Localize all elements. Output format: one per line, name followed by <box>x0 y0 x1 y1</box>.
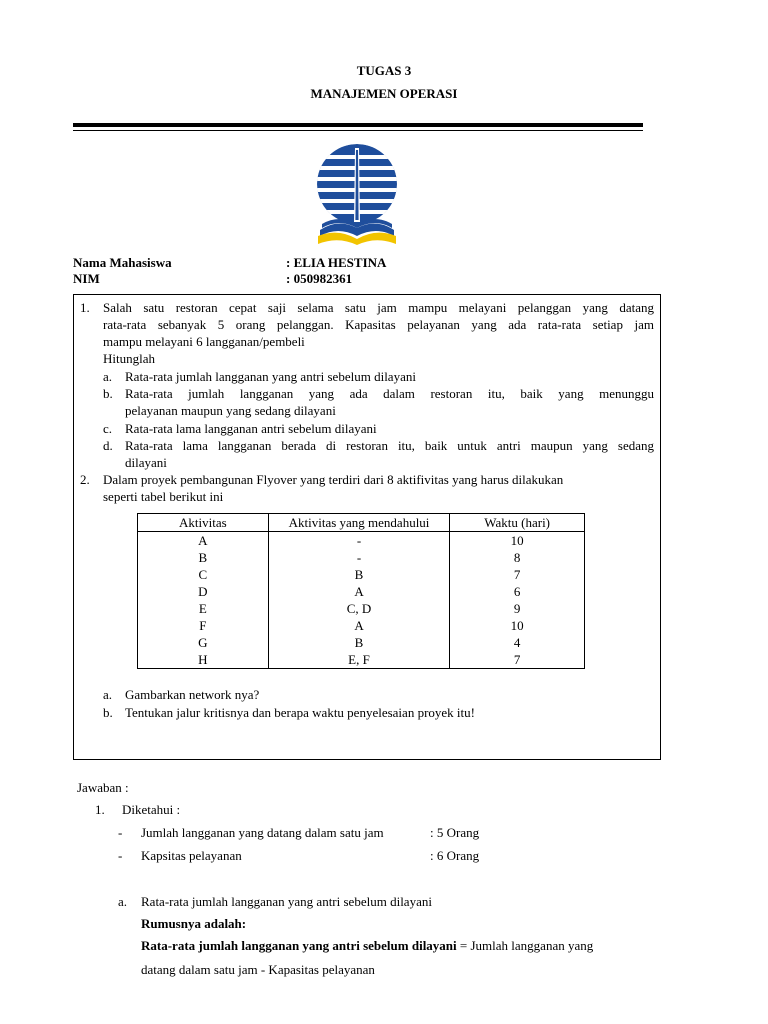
q1a-letter: a. <box>103 369 113 384</box>
q1c-text: Rata-rata lama langganan antri sebelum dilayani <box>125 421 377 436</box>
q1-number: 1. <box>80 300 90 315</box>
formula-line2: datang dalam satu jam - Kapasitas pelayanan <box>141 962 375 977</box>
q1-line1: Salah satu restoran cepat saji selama satu jam mampu melayani pelanggan yang datang <box>103 300 654 315</box>
table-cell: C, D <box>268 600 450 617</box>
student-nim-label: NIM <box>73 271 100 286</box>
table-cell: - <box>268 549 450 566</box>
answer-number: 1. <box>95 802 105 817</box>
q2-line1: Dalam proyek pembangunan Flyover yang terdiri dari 8 aktifivitas yang harus dilakukan <box>103 472 564 487</box>
bullet-value: : 6 Orang <box>430 848 480 863</box>
student-nim-value: : 050982361 <box>286 271 353 286</box>
table-cell: A <box>268 617 450 634</box>
q1-line2: rata-rata sebanyak 5 orang pelanggan. Kapasitas pelayanan yang ada rata-rata setiap jam <box>103 317 654 332</box>
table-cell: 10 <box>450 532 585 550</box>
formula-rest-text: = Jumlah langganan yang <box>456 938 594 953</box>
header-rule-thick <box>73 123 643 127</box>
table-cell: E <box>138 600 269 617</box>
q1b-text-line1: Rata-rata jumlah langganan yang ada dalam restoran itu, baik yang menunggu <box>125 386 654 401</box>
table-cell: 7 <box>450 566 585 583</box>
bullet-dash: - <box>118 848 123 863</box>
table-row <box>138 566 585 583</box>
table-row <box>138 549 585 566</box>
table-cell: F <box>138 617 269 634</box>
bullet-dash: - <box>118 825 123 840</box>
table-cell: 10 <box>450 617 585 634</box>
bullet-label: Jumlah langganan yang datang dalam satu jam <box>141 825 384 840</box>
table-cell: 7 <box>450 651 585 669</box>
bullet-label: Kapsitas pelayanan <box>141 848 242 863</box>
q2a-text: Gambarkan network nya? <box>125 687 260 702</box>
formula-bold-text: Rata-rata jumlah langganan yang antri sebelum dilayani <box>141 938 457 953</box>
table-row <box>138 617 585 634</box>
document-title: TUGAS 3 <box>356 63 412 78</box>
student-name-label: Nama Mahasiswa <box>73 255 172 270</box>
table-cell: E, F <box>268 651 450 669</box>
table-cell: 9 <box>450 600 585 617</box>
q1d-text-line2: dilayani <box>125 455 167 470</box>
q1c-letter: c. <box>103 421 113 436</box>
table-cell: 4 <box>450 634 585 651</box>
table-header-cell: Aktivitas yang mendahului <box>268 514 450 532</box>
table-header-cell: Aktivitas <box>138 514 269 532</box>
q1b-letter: b. <box>103 386 113 401</box>
table-row <box>138 651 585 669</box>
table-cell: D <box>138 583 269 600</box>
q2a-letter: a. <box>103 687 113 702</box>
q1d-letter: d. <box>103 438 113 453</box>
table-cell: B <box>138 549 269 566</box>
part-a-text: Rata-rata jumlah langganan yang antri sebelum dilayani <box>141 894 432 909</box>
activity-table <box>137 513 585 669</box>
document-subtitle: MANAJEMEN OPERASI <box>310 86 458 101</box>
q2-number: 2. <box>80 472 90 487</box>
header-rule-thin <box>73 130 643 131</box>
q1-line4: Hitunglah <box>103 351 155 366</box>
university-emblem-icon <box>314 144 400 246</box>
q2b-text: Tentukan jalur kritisnya dan berapa waktu penyelesaian proyek itu! <box>125 705 475 720</box>
q1-line3: mampu melayani 6 langganan/pembeli <box>103 334 305 349</box>
table-header-cell: Waktu (hari) <box>450 514 585 532</box>
table-cell: 8 <box>450 549 585 566</box>
q2b-letter: b. <box>103 705 113 720</box>
answer-label: Jawaban : <box>77 780 129 795</box>
table-cell: C <box>138 566 269 583</box>
table-cell: G <box>138 634 269 651</box>
table-cell: A <box>268 583 450 600</box>
table-row <box>138 583 585 600</box>
table-cell: 6 <box>450 583 585 600</box>
q1a-text: Rata-rata jumlah langganan yang antri sebelum dilayani <box>125 369 416 384</box>
formula-title: Rumusnya adalah: <box>141 916 247 931</box>
table-row <box>138 600 585 617</box>
table-row <box>138 532 585 550</box>
table-row <box>138 634 585 651</box>
student-name-value: : ELIA HESTINA <box>286 255 387 270</box>
q1d-text-line1: Rata-rata lama langganan berada di restoran itu, baik untuk antri maupun yang sedang <box>125 438 654 453</box>
q2-line2: seperti tabel berikut ini <box>103 489 224 504</box>
table-cell: A <box>138 532 269 550</box>
table-cell: B <box>268 566 450 583</box>
q1b-text-line2: pelayanan maupun yang sedang dilayani <box>125 403 336 418</box>
table-header-row <box>138 514 585 532</box>
table-cell: H <box>138 651 269 669</box>
bullet-value: : 5 Orang <box>430 825 480 840</box>
part-a-letter: a. <box>118 894 128 909</box>
table-cell: - <box>268 532 450 550</box>
table-cell: B <box>268 634 450 651</box>
formula-line1 <box>141 937 593 954</box>
answer-known-label: Diketahui : <box>122 802 181 817</box>
